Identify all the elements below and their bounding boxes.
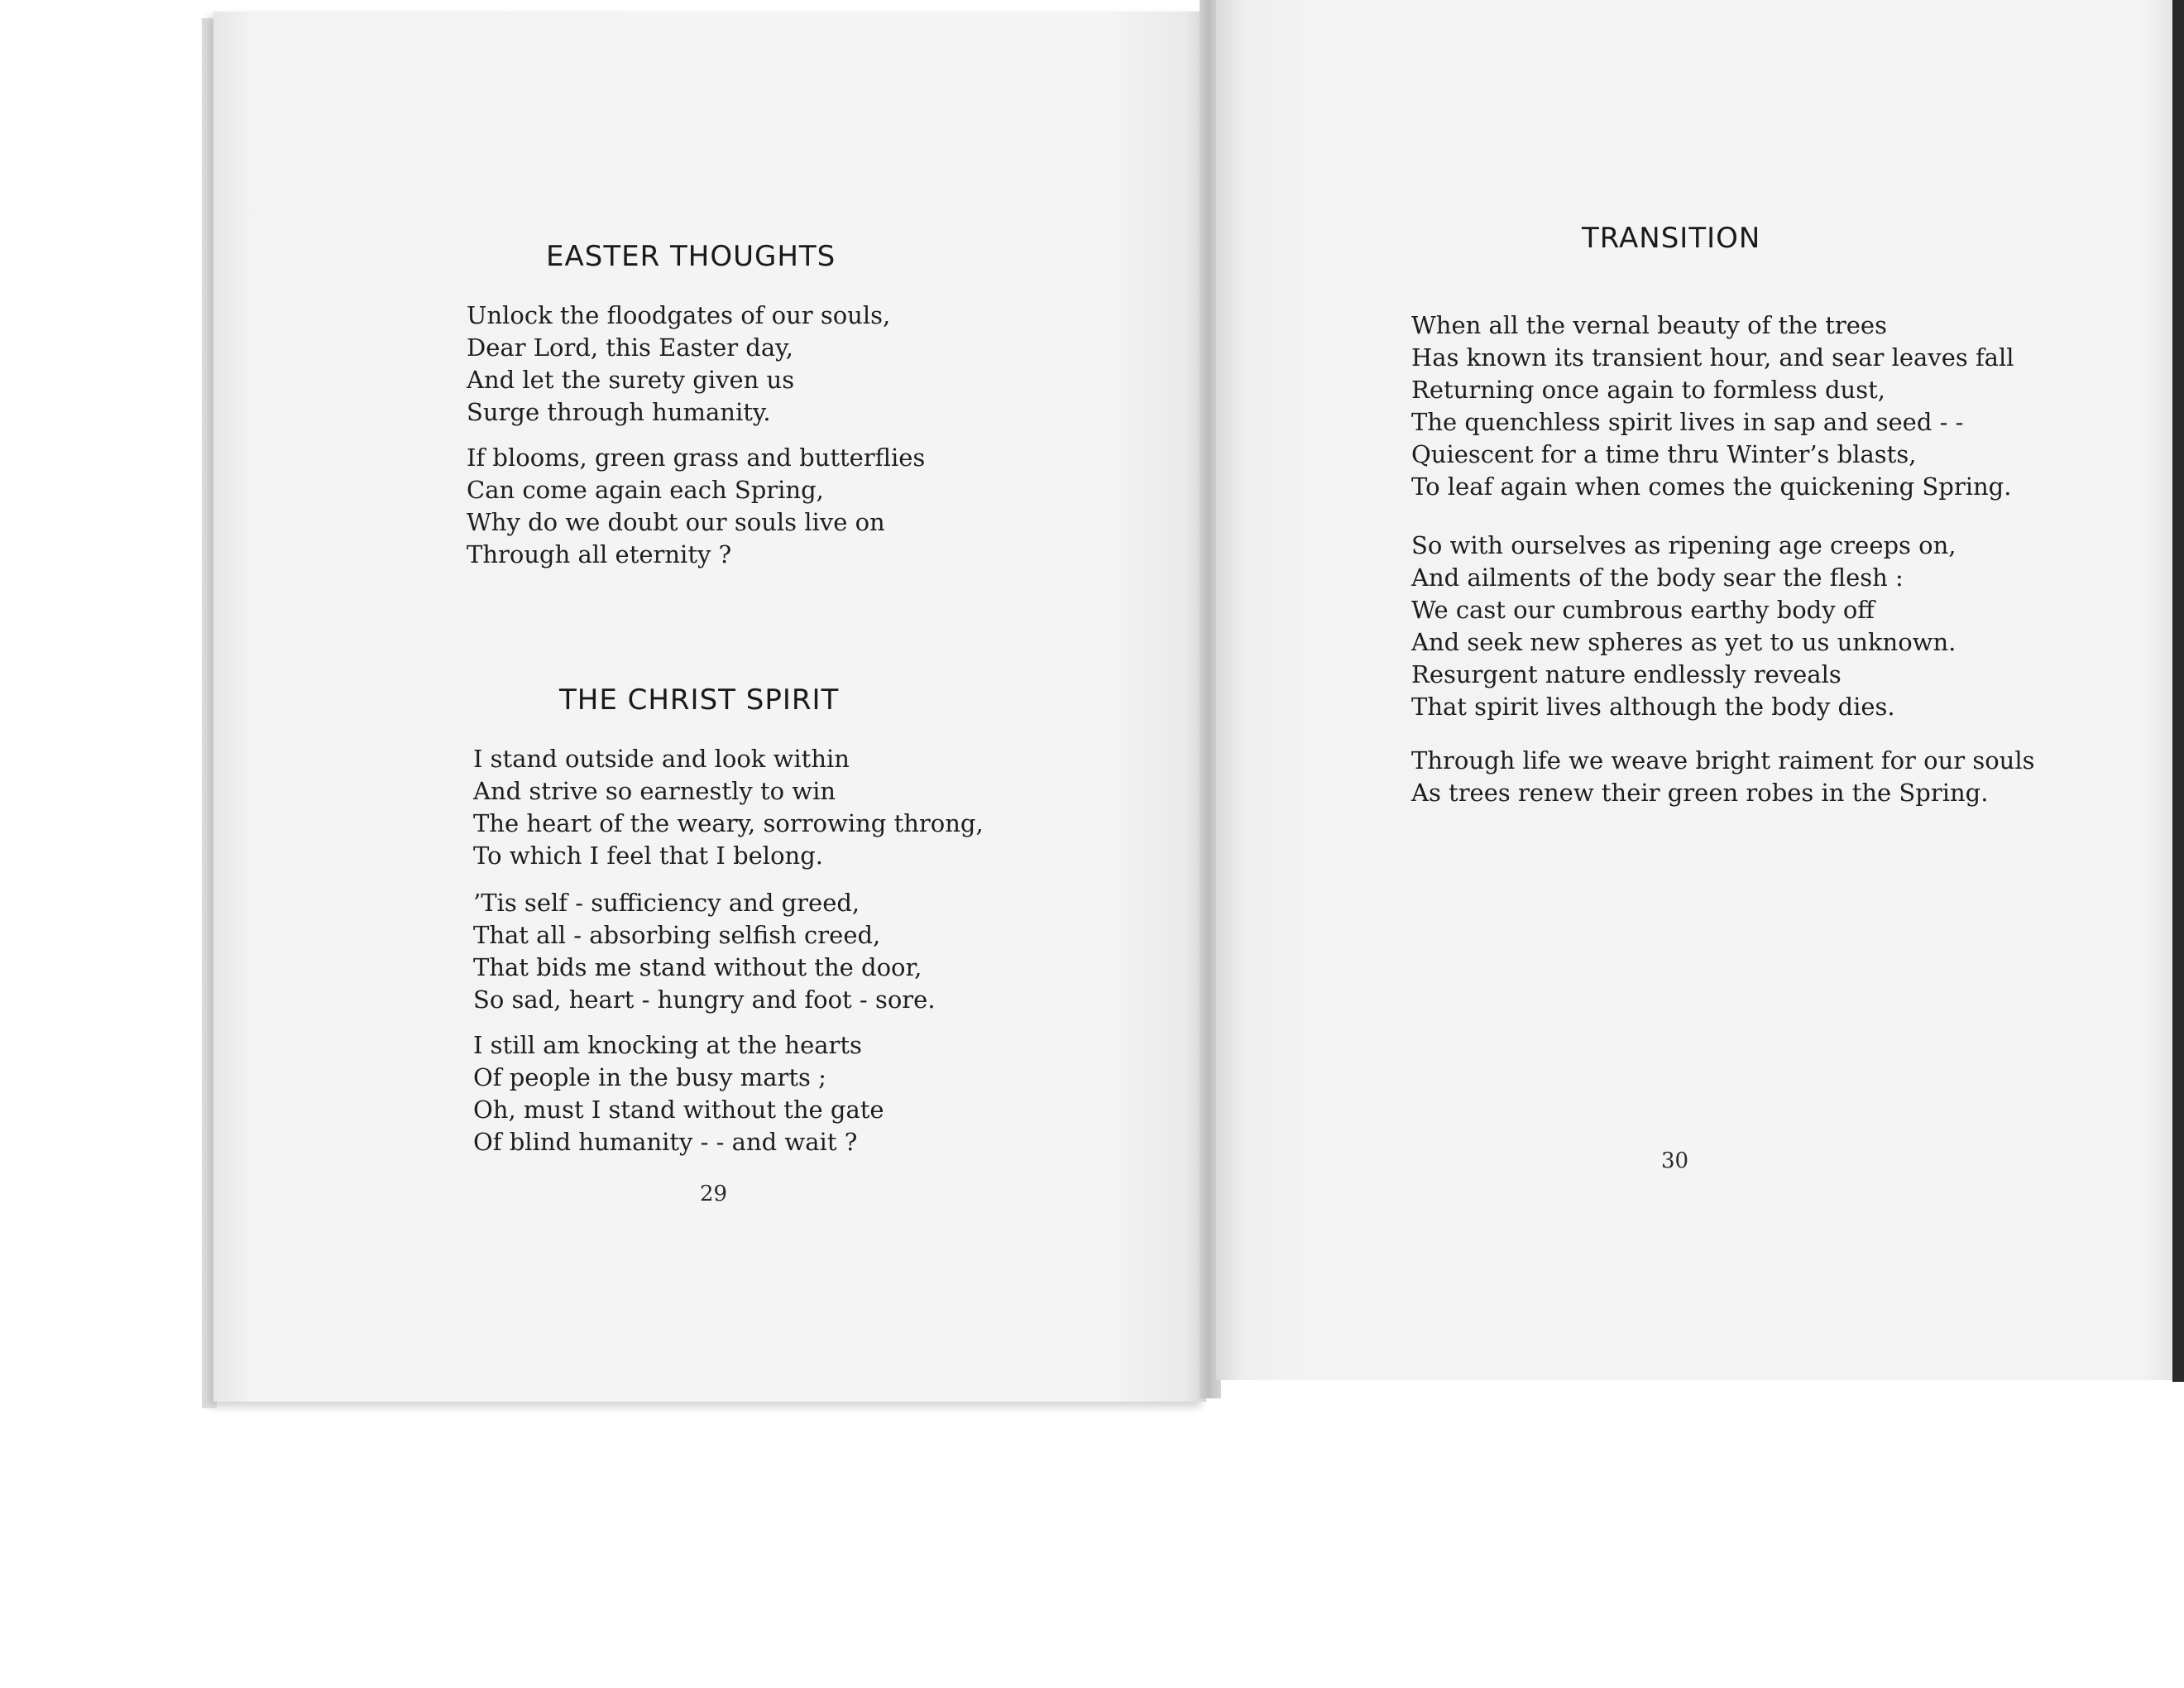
- stanza: [1411, 745, 2035, 809]
- stanza: [1411, 530, 1956, 723]
- poem-line: Oh, must I stand without the gate: [473, 1096, 884, 1124]
- poem-title-easter-thoughts: EASTER THOUGHTS: [546, 240, 836, 273]
- poem-line: The quenchless spirit lives in sap and seed - -: [1411, 408, 1964, 436]
- poem-line: That spirit lives although the body dies.: [1411, 693, 1895, 721]
- poem-title-the-christ-spirit: THE CHRIST SPIRIT: [559, 683, 840, 717]
- poem-line: Of people in the busy marts ;: [473, 1063, 826, 1091]
- poem-line: I still am knocking at the hearts: [473, 1031, 862, 1059]
- poem-line: And ailments of the body sear the flesh :: [1411, 563, 1904, 592]
- poem-title-transition: TRANSITION: [1582, 222, 1761, 255]
- poem-line: That bids me stand without the door,: [473, 953, 922, 981]
- poem-line: Returning once again to formless dust,: [1411, 376, 1885, 404]
- stanza: [1411, 309, 2014, 503]
- poem-line: Of blind humanity - - and wait ?: [473, 1128, 858, 1156]
- poem-line: Why do we doubt our souls live on: [467, 508, 885, 536]
- page-number-left: 29: [700, 1182, 728, 1206]
- poem-line: And strive so earnestly to win: [473, 777, 836, 805]
- poem-line: Quiescent for a time thru Winter’s blasts,: [1411, 440, 1917, 468]
- poem-line: To which I feel that I belong.: [473, 842, 823, 870]
- poem-line: Has known its transient hour, and sear leaves fall: [1411, 343, 2014, 372]
- right-page-edge: [2172, 0, 2184, 1382]
- poem-line: So with ourselves as ripening age creeps on,: [1411, 531, 1956, 559]
- poem-line: Surge through humanity.: [467, 398, 771, 426]
- poem-line: That all - absorbing selfish creed,: [473, 921, 881, 949]
- stanza: [473, 743, 984, 872]
- poem-line: When all the vernal beauty of the trees: [1411, 311, 1887, 339]
- stanza: [473, 887, 936, 1016]
- poem-line: Through life we weave bright raiment for our souls: [1411, 746, 2035, 774]
- poem-line: And seek new spheres as yet to us unknown.: [1411, 628, 1956, 656]
- poem-line: Dear Lord, this Easter day,: [467, 333, 793, 362]
- poem-line: Through all eternity ?: [467, 540, 732, 568]
- stanza: [467, 300, 890, 429]
- poem-line: And let the surety given us: [467, 366, 795, 394]
- poem-line: The heart of the weary, sorrowing throng,: [473, 809, 984, 837]
- poem-line: ’Tis self - sufficiency and greed,: [473, 889, 860, 917]
- poem-line: So sad, heart - hungry and foot - sore.: [473, 985, 936, 1014]
- poem-line: I stand outside and look within: [473, 745, 850, 773]
- stanza: [467, 442, 925, 571]
- poem-line: Resurgent nature endlessly reveals: [1411, 660, 1842, 688]
- poem-line: Can come again each Spring,: [467, 476, 824, 504]
- poem-line: To leaf again when comes the quickening Spring.: [1411, 472, 2012, 501]
- page-number-right: 30: [1661, 1149, 1689, 1173]
- poem-line: If blooms, green grass and butterflies: [467, 444, 926, 472]
- poem-line: Unlock the floodgates of our souls,: [467, 301, 891, 329]
- poem-line: As trees renew their green robes in the Spring.: [1411, 779, 1989, 807]
- stanza: [473, 1029, 884, 1158]
- poem-line: We cast our cumbrous earthy body off: [1411, 596, 1875, 624]
